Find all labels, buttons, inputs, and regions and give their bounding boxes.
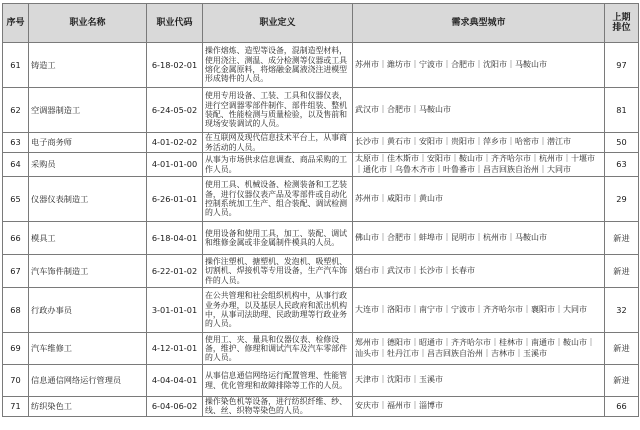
occupation-name: 行政办事员 <box>29 288 147 333</box>
row-index: 70 <box>3 365 29 397</box>
row-index: 63 <box>3 133 29 153</box>
occupation-name: 仪器仪表制造工 <box>29 177 147 222</box>
occupation-code: 6-18-02-01 <box>147 43 203 88</box>
table-row <box>3 333 639 365</box>
previous-rank: 50 <box>605 133 639 153</box>
typical-cities: 长沙市｜黄石市｜安阳市｜贵阳市｜萍乡市｜哈密市｜潜江市 <box>353 133 605 153</box>
row-index: 62 <box>3 88 29 133</box>
previous-rank: 新进 <box>605 333 639 365</box>
occupation-definition: 使用设备和使用工具，加工、装配、调试和维修金属或非金属制件模具的人员。 <box>203 222 353 255</box>
header-occupation-name: 职业名称 <box>29 4 147 43</box>
occupation-name: 汽车维修工 <box>29 333 147 365</box>
occupation-name: 模具工 <box>29 222 147 255</box>
row-index: 61 <box>3 43 29 88</box>
table-row <box>3 43 639 88</box>
previous-rank: 新进 <box>605 365 639 397</box>
occupation-definition: 从事为市场供求信息调查、商品采购的工作人员。 <box>203 153 353 177</box>
previous-rank: 29 <box>605 177 639 222</box>
occupation-definition: 使用专用设备、工装、工具和仪器仪表，进行空调器零部件制作、部件组装、整机装配、性能检测与质量检验，以及售前和现场安装调试的人员。 <box>203 88 353 133</box>
row-index: 66 <box>3 222 29 255</box>
row-index: 69 <box>3 333 29 365</box>
occupation-code: 6-26-01-01 <box>147 177 203 222</box>
occupation-definition: 在互联网及现代信息技术平台上，从事商务活动的人员。 <box>203 133 353 153</box>
occupation-code: 3-01-01-01 <box>147 288 203 333</box>
typical-cities: 烟台市｜武汉市｜长沙市｜长春市 <box>353 255 605 288</box>
row-index: 67 <box>3 255 29 288</box>
header-index: 序号 <box>3 4 29 43</box>
occupation-definition: 操作注塑机、搪塑机、发泡机、吸塑机、切割机、焊接机等专用设备，生产汽车饰件的人员。 <box>203 255 353 288</box>
typical-cities: 安庆市｜福州市｜淄博市 <box>353 397 605 417</box>
occupation-code: 4-01-02-02 <box>147 133 203 153</box>
occupation-name: 采购员 <box>29 153 147 177</box>
table-row <box>3 177 639 222</box>
typical-cities: 佛山市｜合肥市｜蚌埠市｜昆明市｜杭州市｜马鞍山市 <box>353 222 605 255</box>
table-row <box>3 397 639 417</box>
occupation-definition: 在公共管理和社会组织机构中，从事行政业务办理，以及基层人民政府和派出机构中，从事司法助理、民政助理等行政业务的人员。 <box>203 288 353 333</box>
typical-cities: 太原市｜佳木斯市｜安阳市｜鞍山市｜齐齐哈尔市｜杭州市｜十堰市｜通化市｜乌鲁木齐市｜叶鲁番市｜昌吉回族自治州｜大同市 <box>353 153 605 177</box>
header-row <box>3 4 639 43</box>
previous-rank: 63 <box>605 153 639 177</box>
table-row <box>3 222 639 255</box>
previous-rank: 新进 <box>605 255 639 288</box>
table-row <box>3 88 639 133</box>
occupation-code: 4-04-04-01 <box>147 365 203 397</box>
typical-cities: 天津市｜沈阳市｜玉溪市 <box>353 365 605 397</box>
occupation-code: 4-12-01-01 <box>147 333 203 365</box>
header-previous-rank-label: 上期 排位 <box>612 12 631 33</box>
previous-rank: 97 <box>605 43 639 88</box>
occupation-name: 纺织染色工 <box>29 397 147 417</box>
table-row <box>3 288 639 333</box>
typical-cities: 郑州市｜德阳市｜昭通市｜齐齐哈尔市｜桂林市｜南通市｜鞍山市｜汕头市｜牡丹江市｜昌吉回族自治州｜吉林市｜玉溪市 <box>353 333 605 365</box>
header-previous-rank <box>605 4 639 43</box>
occupation-definition: 使用工具、机械设备、检测装备和工艺装备，进行仪器仪表产品及零部件或自动化控制系统加工生产、组合装配、调试检测的人员。 <box>203 177 353 222</box>
occupation-definition: 从事信息通信网络运行配置管理、性能管理、优化管理和故障排除等工作的人员。 <box>203 365 353 397</box>
occupation-name: 汽车饰件制造工 <box>29 255 147 288</box>
previous-rank: 32 <box>605 288 639 333</box>
occupation-name: 电子商务师 <box>29 133 147 153</box>
row-index: 71 <box>3 397 29 417</box>
typical-cities: 武汉市｜合肥市｜马鞍山市 <box>353 88 605 133</box>
table-row <box>3 255 639 288</box>
table-row <box>3 153 639 177</box>
previous-rank: 81 <box>605 88 639 133</box>
occupation-definition: 操作染色机等设备，进行纺织纤维、纱、线、丝、织物等染色的人员。 <box>203 397 353 417</box>
row-index: 68 <box>3 288 29 333</box>
occupation-code: 6-22-01-02 <box>147 255 203 288</box>
occupation-name: 铸造工 <box>29 43 147 88</box>
occupation-code: 6-24-05-02 <box>147 88 203 133</box>
previous-rank: 新进 <box>605 222 639 255</box>
header-occupation-code: 职业代码 <box>147 4 203 43</box>
header-occupation-definition: 职业定义 <box>203 4 353 43</box>
occupation-definition: 使用工、夹、量具和仪器仪表、检修设备，维护、修理和调试汽车及汽车零部件的人员。 <box>203 333 353 365</box>
typical-cities: 苏州市｜潍坊市｜宁波市｜合肥市｜沈阳市｜马鞍山市 <box>353 43 605 88</box>
occupation-code: 4-01-01-00 <box>147 153 203 177</box>
row-index: 65 <box>3 177 29 222</box>
occupation-code: 6-04-06-02 <box>147 397 203 417</box>
occupation-table <box>2 3 639 417</box>
row-index: 64 <box>3 153 29 177</box>
typical-cities: 苏州市｜咸阳市｜黄山市 <box>353 177 605 222</box>
previous-rank: 66 <box>605 397 639 417</box>
occupation-code: 6-18-04-01 <box>147 222 203 255</box>
occupation-definition: 操作熔炼、造型等设备，混制造型材料，使用浇注、测温、成分检测等仪器或工具熔化金属原料，将熔融金属液浇注进模型形成铸件的人员。 <box>203 43 353 88</box>
header-typical-cities: 需求典型城市 <box>353 4 605 43</box>
typical-cities: 大连市｜洛阳市｜南宁市｜宁波市｜齐齐哈尔市｜襄阳市｜大同市 <box>353 288 605 333</box>
occupation-name: 空调器制造工 <box>29 88 147 133</box>
table-row <box>3 133 639 153</box>
table-row <box>3 365 639 397</box>
occupation-name: 信息通信网络运行管理员 <box>29 365 147 397</box>
